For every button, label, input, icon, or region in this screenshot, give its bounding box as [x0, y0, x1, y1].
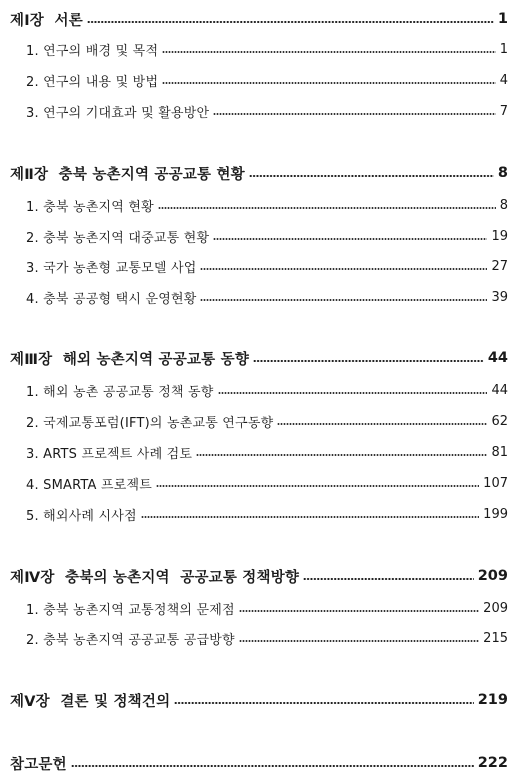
leader-dots [213, 238, 487, 240]
leader-dots [200, 268, 487, 270]
leader-dots [71, 765, 474, 767]
toc-page-number: 81 [491, 444, 508, 460]
toc-page-number: 107 [483, 475, 508, 491]
toc-page-number: 62 [491, 413, 508, 429]
toc-section-title: 3. 연구의 기대효과 및 활용방안 [26, 105, 210, 121]
toc-page-number: 209 [483, 600, 508, 616]
toc-section [0, 98, 523, 124]
toc-section-title: 1. 연구의 배경 및 목적 [26, 43, 159, 59]
toc-page-number: 4 [499, 72, 508, 88]
toc-section [0, 501, 523, 527]
toc-section [0, 253, 523, 279]
toc-chapter-title: 제Ⅱ장 충북 농촌지역 공공교통 현황 [10, 166, 245, 183]
leader-dots [277, 423, 487, 425]
leader-dots [213, 113, 495, 115]
toc-page-number: 19 [491, 228, 508, 244]
leader-dots [218, 392, 488, 394]
toc-page-number: 44 [487, 350, 508, 366]
leader-dots [239, 610, 479, 612]
toc-page-number: 7 [499, 103, 508, 119]
toc-section [0, 36, 523, 62]
toc-chapter-4 [0, 563, 523, 589]
toc-page-number: 199 [483, 506, 508, 522]
toc-section-title: 1. 충북 농촌지역 현황 [26, 199, 154, 215]
toc-page-number: 44 [491, 382, 508, 398]
toc-page-number: 209 [477, 568, 508, 584]
leader-dots [156, 485, 479, 487]
toc-section-title: 4. SMARTA 프로젝트 [26, 477, 152, 493]
toc-page-number: 219 [477, 692, 508, 708]
toc-page-number: 1 [499, 41, 508, 57]
leader-dots [303, 578, 474, 580]
toc-section-title: 2. 충북 농촌지역 공공교통 공급방향 [26, 632, 235, 648]
leader-dots [249, 175, 494, 177]
toc-references [0, 750, 523, 776]
toc-page-number: 215 [483, 630, 508, 646]
toc-chapter-3 [0, 345, 523, 371]
toc-page-number: 8 [499, 197, 508, 213]
leader-dots [196, 454, 487, 456]
toc-section-title: 2. 충북 농촌지역 대중교통 현황 [26, 230, 210, 246]
toc-section-title: 3. 국가 농촌형 교통모델 사업 [26, 260, 197, 276]
toc-chapter-title: 제Ⅴ장 결론 및 정책건의 [10, 693, 171, 710]
toc-section [0, 595, 523, 621]
toc-page-number: 222 [477, 755, 508, 771]
toc-section [0, 284, 523, 310]
leader-dots [141, 516, 479, 518]
toc-section-title: 4. 충북 공공형 택시 운영현황 [26, 291, 197, 307]
toc-section-title: 1. 해외 농촌 공공교통 정책 동향 [26, 384, 214, 400]
leader-dots [87, 21, 494, 23]
toc-section-title: 5. 해외사례 시사점 [26, 508, 137, 524]
leader-dots [239, 640, 479, 642]
toc-section-title: 2. 국제교통포럼(IFT)의 농촌교통 연구동향 [26, 415, 274, 431]
toc-references-title: 참고문헌 [10, 756, 67, 773]
toc-section-title: 1. 충북 농촌지역 교통정책의 문제점 [26, 602, 235, 618]
toc-page-number: 39 [491, 289, 508, 305]
toc-page-number: 1 [497, 11, 508, 27]
toc-section [0, 470, 523, 496]
toc-chapter-title: 제Ⅳ장 충북의 농촌지역 공공교통 정책방향 [10, 569, 300, 586]
toc-page-number: 27 [491, 258, 508, 274]
leader-dots [253, 360, 484, 362]
toc-section [0, 408, 523, 434]
toc-chapter-title: 제Ⅰ장 서론 [10, 12, 83, 29]
toc-section-title: 2. 연구의 내용 및 방법 [26, 74, 159, 90]
leader-dots [174, 702, 473, 704]
toc-section [0, 439, 523, 465]
toc-chapter-title: 제Ⅲ장 해외 농촌지역 공공교통 동향 [10, 351, 250, 368]
leader-dots [162, 82, 496, 84]
leader-dots [200, 299, 487, 301]
leader-dots [158, 207, 496, 209]
toc-section [0, 377, 523, 403]
toc-section [0, 625, 523, 651]
toc-chapter-2 [0, 160, 523, 186]
toc-chapter-5 [0, 687, 523, 713]
leader-dots [162, 51, 496, 53]
toc-section-title: 3. ARTS 프로젝트 사례 검토 [26, 446, 193, 462]
toc-section [0, 67, 523, 93]
toc-section [0, 223, 523, 249]
toc-section [0, 192, 523, 218]
toc-page-number: 8 [497, 165, 508, 181]
toc-chapter-1 [0, 6, 523, 32]
